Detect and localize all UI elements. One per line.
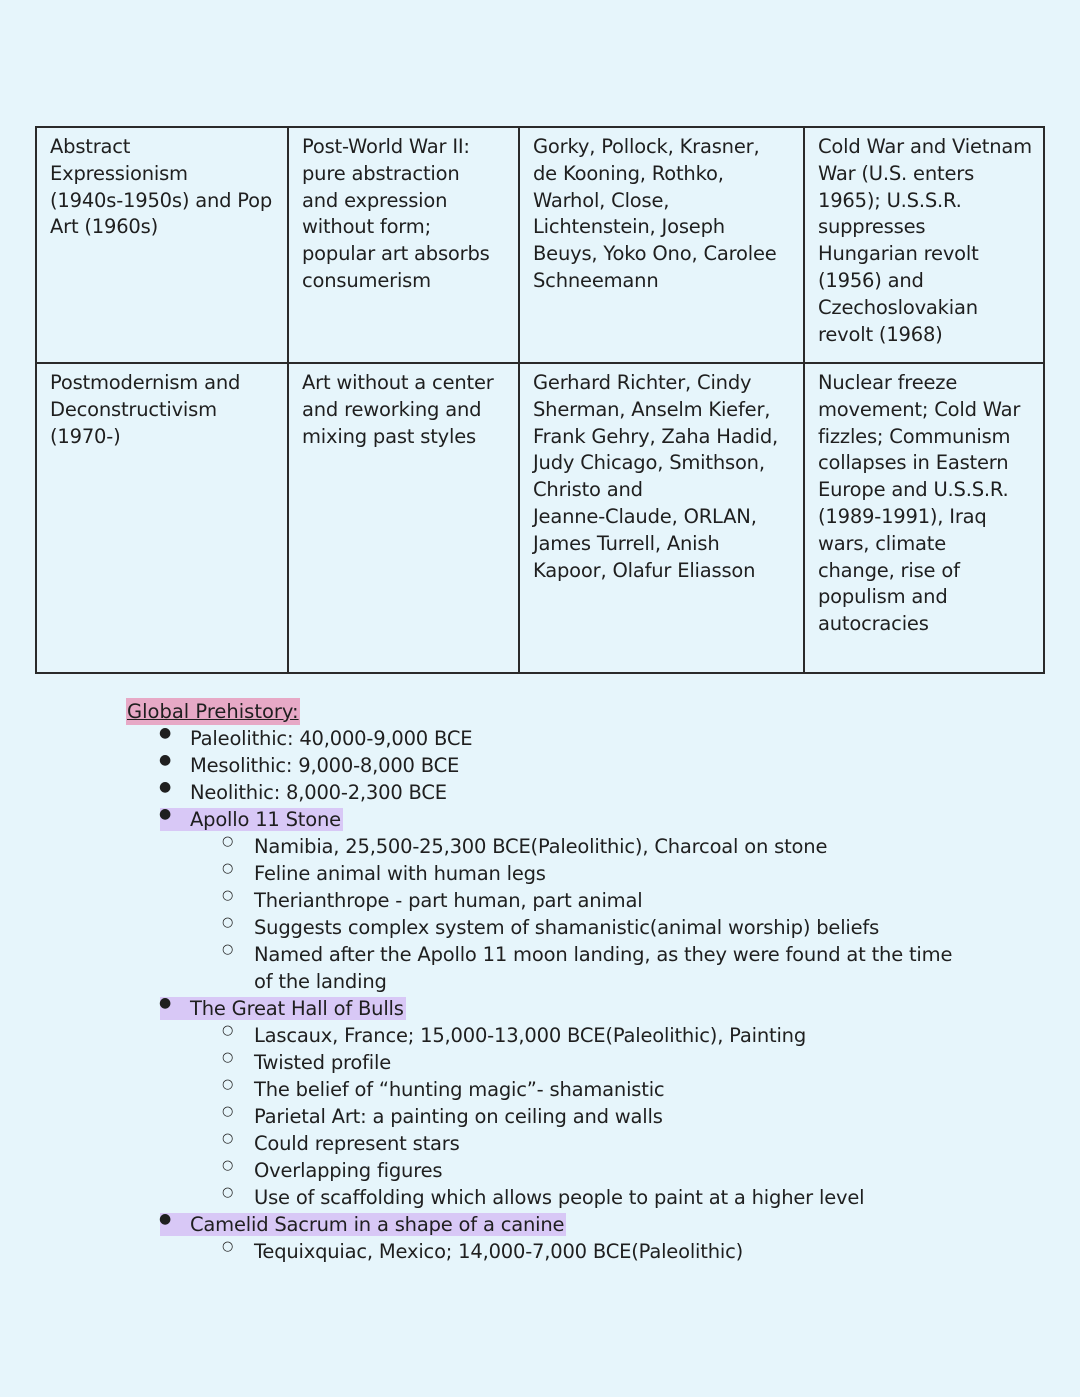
list-item: Parietal Art: a painting on ceiling and walls [254,1105,663,1128]
list-item: Mesolithic: 9,000-8,000 BCE [190,754,460,777]
bullet-circle-icon: ○ [222,888,234,903]
list-item: Feline animal with human legs [254,862,546,885]
bullet-dot-icon: ● [159,1211,172,1227]
list-item: Neolithic: 8,000-2,300 BCE [190,781,447,804]
list-item: Suggests complex system of shamanistic(animal worship) beliefs [254,916,880,939]
list-item: Lascaux, France; 15,000-13,000 BCE(Paleolithic), Painting [254,1024,806,1047]
bullet-circle-icon: ○ [222,1104,234,1119]
period-cell: Abstract Expressionism (1940s-1950s) and Pop Art (1960s) [36,127,288,363]
bullet-circle-icon: ○ [222,1023,234,1038]
bullet-dot-icon: ● [159,725,172,741]
bullet-circle-icon: ○ [222,1050,234,1065]
events-cell: Nuclear freeze movement; Cold War fizzles; Communism collapses in Eastern Europe and U.S.S.R. (1989-1991), Iraq wars, climate change, rise of populism and autocracies [804,363,1044,673]
artists-cell: Gorky, Pollock, Krasner, de Kooning, Rothko, Warhol, Close, Lichtenstein, Joseph Beuys, Yoko Ono, Carolee Schneemann [519,127,804,363]
bullet-circle-icon: ○ [222,1131,234,1146]
bullet-circle-icon: ○ [222,1077,234,1092]
artwork-title: Camelid Sacrum in a shape of a canine [160,1213,566,1236]
list-item: Named after the Apollo 11 moon landing, as they were found at the time [254,943,953,966]
list-item: Tequixquiac, Mexico; 14,000-7,000 BCE(Paleolithic) [254,1240,744,1263]
bullet-dot-icon: ● [159,995,172,1011]
artwork-title: Apollo 11 Stone [160,808,343,831]
list-item: Use of scaffolding which allows people to paint at a higher level [254,1186,865,1209]
bullet-circle-icon: ○ [222,915,234,930]
artists-cell: Gerhard Richter, Cindy Sherman, Anselm Kiefer, Frank Gehry, Zaha Hadid, Judy Chicago, Smithson, Christo and Jeanne-Claude, ORLAN, James Turrell, Anish Kapoor, Olafur Eliasson [519,363,804,673]
list-item: Therianthrope - part human, part animal [254,889,643,912]
bullet-circle-icon: ○ [222,834,234,849]
bullet-dot-icon: ● [159,779,172,795]
list-item-highlighted [190,995,406,1022]
list-item: Twisted profile [254,1051,392,1074]
list-item: Paleolithic: 40,000-9,000 BCE [190,727,473,750]
table-row [36,127,1044,363]
list-item: Could represent stars [254,1132,460,1155]
section-heading: Global Prehistory: [127,700,299,723]
description-cell: Post-World War II: pure abstraction and expression without form; popular art absorbs consumerism [288,127,519,363]
list-item: Namibia, 25,500-25,300 BCE(Paleolithic), Charcoal on stone [254,835,828,858]
events-cell: Cold War and Vietnam War (U.S. enters 1965); U.S.S.R. suppresses Hungarian revolt (1956) and Czechoslovakian revolt (1968) [804,127,1044,363]
art-history-table [35,126,1045,674]
list-item: Overlapping figures [254,1159,443,1182]
bullet-circle-icon: ○ [222,942,234,957]
description-cell: Art without a center and reworking and mixing past styles [288,363,519,673]
list-item-continuation: of the landing [254,970,387,993]
period-cell: Postmodernism and Deconstructivism (1970-) [36,363,288,673]
bullet-circle-icon: ○ [222,861,234,876]
artwork-title: The Great Hall of Bulls [160,997,406,1020]
bullet-circle-icon: ○ [222,1185,234,1200]
bullet-circle-icon: ○ [222,1158,234,1173]
bullet-dot-icon: ● [159,752,172,768]
bullet-circle-icon: ○ [222,1239,234,1254]
list-item-highlighted [190,806,343,833]
list-item: The belief of “hunting magic”- shamanistic [254,1078,665,1101]
table-row [36,363,1044,673]
list-item-highlighted [190,1211,566,1238]
bullet-dot-icon: ● [159,806,172,822]
